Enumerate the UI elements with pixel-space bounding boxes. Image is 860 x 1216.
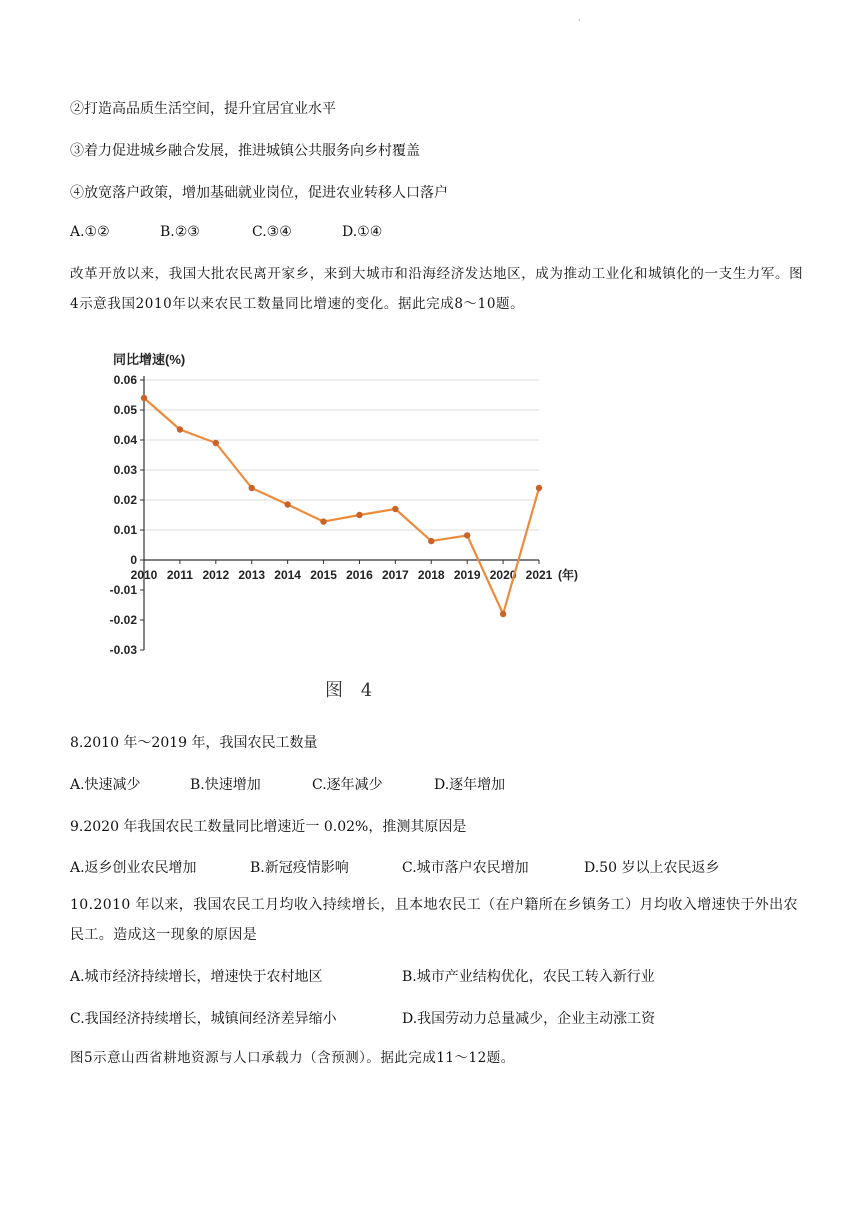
q9-options <box>70 857 719 877</box>
data-point <box>213 440 219 446</box>
x-tick-label: 2011 <box>166 568 193 582</box>
q7-option-a: A.①② <box>70 224 110 240</box>
x-tick-label: 2018 <box>417 568 445 582</box>
x-tick-label: 2016 <box>346 568 373 582</box>
y-tick-label: 0.04 <box>113 433 137 447</box>
q8-option-d: D.逐年增加 <box>434 777 506 793</box>
chart-series <box>141 395 542 617</box>
chart-axes <box>140 376 539 650</box>
q8-options <box>70 774 505 794</box>
intro-11-12: 图5示意山西省耕地资源与人口承载力（含预测）。据此完成11～12题。 <box>70 1050 515 1066</box>
chart-xlabel: (年) <box>558 568 578 582</box>
x-tick-label: 2021 <box>525 568 553 582</box>
data-point <box>356 512 362 518</box>
data-point <box>320 518 326 524</box>
q8-option-b: B.快速增加 <box>190 777 261 793</box>
chart-gridlines <box>144 380 539 530</box>
x-tick-label: 2010 <box>130 568 158 582</box>
q9-option-d: D.50 岁以上农民返乡 <box>584 860 720 876</box>
data-point <box>500 611 506 617</box>
q9-option-b: B.新冠疫情影响 <box>250 860 349 876</box>
data-point <box>392 506 398 512</box>
q9-option-c: C.城市落户农民增加 <box>402 860 529 876</box>
data-point <box>249 485 255 491</box>
data-point <box>177 426 183 432</box>
q10-option-a: A.城市经济持续增长，增速快于农村地区 <box>70 969 323 985</box>
data-point <box>464 532 470 538</box>
q10-options-row1 <box>70 966 655 986</box>
q7-option-c: C.③④ <box>252 224 292 240</box>
y-tick-label: 0.01 <box>113 523 137 537</box>
x-tick-label: 2019 <box>453 568 481 582</box>
y-tick-label: -0.03 <box>109 643 137 657</box>
y-tick-label: 0.03 <box>113 463 137 477</box>
top-mark: · <box>578 16 581 25</box>
q8-stem: 8.2010 年～2019 年，我国农民工数量 <box>70 735 318 751</box>
y-tick-label: 0.06 <box>113 373 137 387</box>
x-tick-label: 2014 <box>274 568 301 582</box>
chart-ylabel: 同比增速(%) <box>113 352 186 367</box>
data-point <box>141 395 147 401</box>
q7-option-b: B.②③ <box>160 224 200 240</box>
q9-stem: 9.2020 年我国农民工数量同比增速近一 0.02%，推测其原因是 <box>70 819 467 835</box>
q9-option-a: A.返乡创业农民增加 <box>70 860 197 876</box>
data-point <box>536 485 542 491</box>
y-tick-label: 0.02 <box>113 493 137 507</box>
data-point <box>428 538 434 544</box>
q7-item-3: ③着力促进城乡融合发展，推进城镇公共服务向乡村覆盖 <box>70 143 420 159</box>
chart-y-tick-labels <box>110 373 138 657</box>
intro-8-10: 改革开放以来，我国大批农民离开家乡，来到大城市和沿海经济发达地区，成为推动工业化和城镇化的一支生力军。图4示意我国2010年以来农民工数量同比增速的变化。据此完成8～10题。 <box>70 266 804 312</box>
y-tick-label: -0.02 <box>109 613 137 627</box>
x-tick-label: 2013 <box>238 568 266 582</box>
data-point <box>284 501 290 507</box>
x-tick-label: 2012 <box>202 568 230 582</box>
q10-option-c: C.我国经济持续增长，城镇间经济差异缩小 <box>70 1011 337 1027</box>
q7-item-4: ④放宽落户政策，增加基础就业岗位，促进农业转移人口落户 <box>70 185 448 201</box>
y-tick-label: -0.01 <box>109 583 137 597</box>
growth-line-chart <box>96 340 596 670</box>
chart-caption: 图 4 <box>325 680 379 701</box>
q7-option-d: D.①④ <box>342 224 383 240</box>
x-tick-label: 2015 <box>310 568 337 582</box>
q10-option-b: B.城市产业结构优化，农民工转入新行业 <box>402 969 655 985</box>
chart-x-tick-labels <box>131 568 553 582</box>
q10-stem: 10.2010 年以来，我国农民工月均收入持续增长，且本地农民工（在户籍所在乡镇务工）月均收入增速快于外出农民工。造成这一现象的原因是 <box>70 897 798 943</box>
y-tick-label: 0 <box>130 553 137 567</box>
x-tick-label: 2017 <box>382 568 409 582</box>
q8-option-a: A.快速减少 <box>70 777 141 793</box>
q10-options-row2 <box>70 1008 655 1028</box>
q8-option-c: C.逐年减少 <box>312 777 383 793</box>
q7-options <box>70 224 382 240</box>
q7-item-2: ②打造高品质生活空间，提升宜居宜业水平 <box>70 101 336 117</box>
q10-option-d: D.我国劳动力总量减少，企业主动涨工资 <box>402 1011 656 1027</box>
x-tick-label: 2020 <box>489 568 517 582</box>
y-tick-label: 0.05 <box>113 403 137 417</box>
